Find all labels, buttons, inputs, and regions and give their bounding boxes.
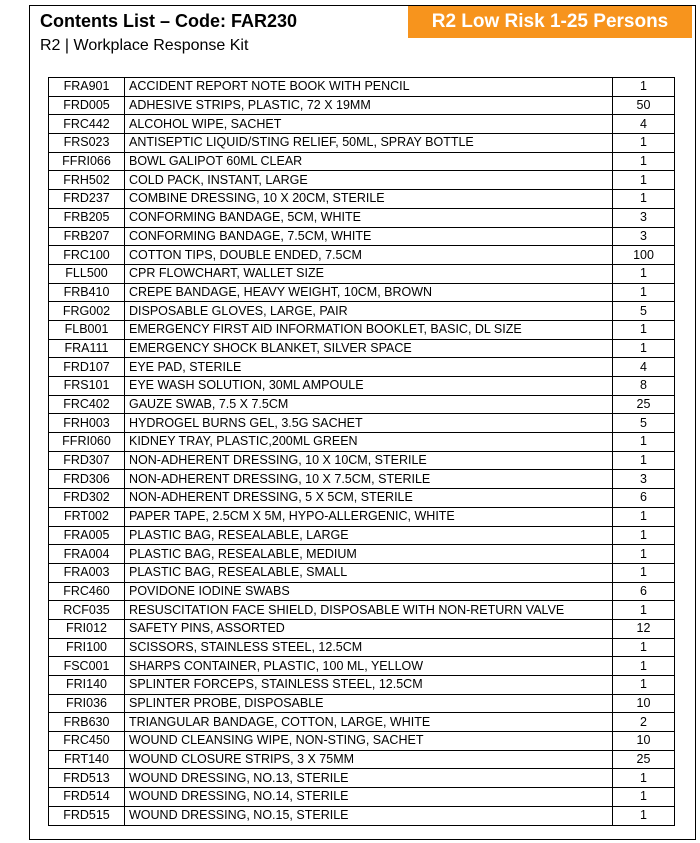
table-row bbox=[49, 152, 675, 171]
item-quantity-cell: 25 bbox=[613, 395, 675, 414]
table-row bbox=[49, 526, 675, 545]
item-description-cell: CPR FLOWCHART, WALLET SIZE bbox=[125, 264, 613, 283]
item-code-cell: FRC450 bbox=[49, 732, 125, 751]
table-row bbox=[49, 190, 675, 209]
item-code-cell: FRD237 bbox=[49, 190, 125, 209]
item-code-cell: FRI100 bbox=[49, 638, 125, 657]
item-code-cell: FRB207 bbox=[49, 227, 125, 246]
item-description-cell: SPLINTER FORCEPS, STAINLESS STEEL, 12.5CM bbox=[125, 676, 613, 695]
item-quantity-cell: 1 bbox=[613, 264, 675, 283]
item-code-cell: FSC001 bbox=[49, 657, 125, 676]
item-description-cell: WOUND DRESSING, NO.13, STERILE bbox=[125, 769, 613, 788]
item-quantity-cell: 1 bbox=[613, 78, 675, 97]
item-description-cell: COTTON TIPS, DOUBLE ENDED, 7.5CM bbox=[125, 246, 613, 265]
item-code-cell: FRC460 bbox=[49, 582, 125, 601]
item-code-cell: FRC402 bbox=[49, 395, 125, 414]
item-code-cell: FRT002 bbox=[49, 507, 125, 526]
item-description-cell: EMERGENCY SHOCK BLANKET, SILVER SPACE bbox=[125, 339, 613, 358]
table-row bbox=[49, 433, 675, 452]
item-quantity-cell: 4 bbox=[613, 358, 675, 377]
item-description-cell: EYE PAD, STERILE bbox=[125, 358, 613, 377]
table-row bbox=[49, 283, 675, 302]
item-code-cell: FRI036 bbox=[49, 694, 125, 713]
item-quantity-cell: 100 bbox=[613, 246, 675, 265]
item-quantity-cell: 1 bbox=[613, 507, 675, 526]
item-quantity-cell: 1 bbox=[613, 433, 675, 452]
item-code-cell: FRA111 bbox=[49, 339, 125, 358]
table-row bbox=[49, 619, 675, 638]
item-quantity-cell: 6 bbox=[613, 489, 675, 508]
item-code-cell: FRA004 bbox=[49, 545, 125, 564]
item-description-cell: COMBINE DRESSING, 10 X 20CM, STERILE bbox=[125, 190, 613, 209]
table-row bbox=[49, 657, 675, 676]
item-quantity-cell: 1 bbox=[613, 134, 675, 153]
item-description-cell: WOUND DRESSING, NO.14, STERILE bbox=[125, 788, 613, 807]
item-quantity-cell: 50 bbox=[613, 96, 675, 115]
risk-badge: R2 Low Risk 1-25 Persons bbox=[408, 6, 692, 38]
table-row bbox=[49, 96, 675, 115]
item-code-cell: FFRI060 bbox=[49, 433, 125, 452]
table-row bbox=[49, 769, 675, 788]
item-description-cell: CREPE BANDAGE, HEAVY WEIGHT, 10CM, BROWN bbox=[125, 283, 613, 302]
item-description-cell: WOUND CLEANSING WIPE, NON-STING, SACHET bbox=[125, 732, 613, 751]
item-code-cell: FFRI066 bbox=[49, 152, 125, 171]
table-row bbox=[49, 78, 675, 97]
contents-table-body bbox=[49, 78, 675, 826]
item-code-cell: FRC100 bbox=[49, 246, 125, 265]
table-row bbox=[49, 208, 675, 227]
item-description-cell: ANTISEPTIC LIQUID/STING RELIEF, 50ML, SPRAY BOTTLE bbox=[125, 134, 613, 153]
item-description-cell: DISPOSABLE GLOVES, LARGE, PAIR bbox=[125, 302, 613, 321]
item-quantity-cell: 2 bbox=[613, 713, 675, 732]
item-description-cell: WOUND CLOSURE STRIPS, 3 X 75MM bbox=[125, 750, 613, 769]
item-code-cell: FRB630 bbox=[49, 713, 125, 732]
table-row bbox=[49, 171, 675, 190]
item-code-cell: FRA003 bbox=[49, 563, 125, 582]
item-code-cell: FRS101 bbox=[49, 377, 125, 396]
item-description-cell: SCISSORS, STAINLESS STEEL, 12.5CM bbox=[125, 638, 613, 657]
item-quantity-cell: 6 bbox=[613, 582, 675, 601]
item-description-cell: GAUZE SWAB, 7.5 X 7.5CM bbox=[125, 395, 613, 414]
item-quantity-cell: 3 bbox=[613, 227, 675, 246]
item-description-cell: HYDROGEL BURNS GEL, 3.5G SACHET bbox=[125, 414, 613, 433]
item-quantity-cell: 25 bbox=[613, 750, 675, 769]
item-description-cell: POVIDONE IODINE SWABS bbox=[125, 582, 613, 601]
item-quantity-cell: 1 bbox=[613, 152, 675, 171]
item-description-cell: NON-ADHERENT DRESSING, 5 X 5CM, STERILE bbox=[125, 489, 613, 508]
item-description-cell: RESUSCITATION FACE SHIELD, DISPOSABLE WITH NON-RETURN VALVE bbox=[125, 601, 613, 620]
table-row bbox=[49, 227, 675, 246]
item-description-cell: BOWL GALIPOT 60ML CLEAR bbox=[125, 152, 613, 171]
table-row bbox=[49, 115, 675, 134]
item-quantity-cell: 12 bbox=[613, 619, 675, 638]
table-row bbox=[49, 395, 675, 414]
item-code-cell: FRD307 bbox=[49, 451, 125, 470]
item-description-cell: CONFORMING BANDAGE, 5CM, WHITE bbox=[125, 208, 613, 227]
table-row bbox=[49, 694, 675, 713]
item-code-cell: FRT140 bbox=[49, 750, 125, 769]
table-row bbox=[49, 638, 675, 657]
table-row bbox=[49, 750, 675, 769]
item-quantity-cell: 1 bbox=[613, 806, 675, 825]
item-description-cell: COLD PACK, INSTANT, LARGE bbox=[125, 171, 613, 190]
item-quantity-cell: 3 bbox=[613, 470, 675, 489]
table-row bbox=[49, 246, 675, 265]
item-quantity-cell: 1 bbox=[613, 545, 675, 564]
item-quantity-cell: 1 bbox=[613, 676, 675, 695]
table-row bbox=[49, 732, 675, 751]
table-row bbox=[49, 545, 675, 564]
table-row bbox=[49, 320, 675, 339]
contents-table bbox=[48, 77, 675, 826]
table-row bbox=[49, 414, 675, 433]
table-row bbox=[49, 582, 675, 601]
item-quantity-cell: 5 bbox=[613, 302, 675, 321]
item-quantity-cell: 10 bbox=[613, 732, 675, 751]
item-code-cell: FRD005 bbox=[49, 96, 125, 115]
table-row bbox=[49, 339, 675, 358]
item-code-cell: FRB410 bbox=[49, 283, 125, 302]
item-description-cell: PAPER TAPE, 2.5CM X 5M, HYPO-ALLERGENIC, WHITE bbox=[125, 507, 613, 526]
item-quantity-cell: 1 bbox=[613, 451, 675, 470]
item-quantity-cell: 10 bbox=[613, 694, 675, 713]
table-row bbox=[49, 563, 675, 582]
table-row bbox=[49, 358, 675, 377]
item-code-cell: FRD306 bbox=[49, 470, 125, 489]
item-quantity-cell: 1 bbox=[613, 190, 675, 209]
item-quantity-cell: 1 bbox=[613, 563, 675, 582]
item-code-cell: FRC442 bbox=[49, 115, 125, 134]
item-code-cell: FRS023 bbox=[49, 134, 125, 153]
item-quantity-cell: 4 bbox=[613, 115, 675, 134]
table-row bbox=[49, 601, 675, 620]
table-row bbox=[49, 788, 675, 807]
item-quantity-cell: 1 bbox=[613, 171, 675, 190]
table-row bbox=[49, 806, 675, 825]
item-quantity-cell: 1 bbox=[613, 320, 675, 339]
table-row bbox=[49, 470, 675, 489]
table-row bbox=[49, 713, 675, 732]
item-quantity-cell: 3 bbox=[613, 208, 675, 227]
table-row bbox=[49, 302, 675, 321]
item-description-cell: WOUND DRESSING, NO.15, STERILE bbox=[125, 806, 613, 825]
item-quantity-cell: 1 bbox=[613, 283, 675, 302]
item-description-cell: EYE WASH SOLUTION, 30ML AMPOULE bbox=[125, 377, 613, 396]
item-code-cell: FRD514 bbox=[49, 788, 125, 807]
item-description-cell: TRIANGULAR BANDAGE, COTTON, LARGE, WHITE bbox=[125, 713, 613, 732]
item-code-cell: FRH502 bbox=[49, 171, 125, 190]
item-quantity-cell: 1 bbox=[613, 601, 675, 620]
item-quantity-cell: 1 bbox=[613, 657, 675, 676]
item-code-cell: FRD107 bbox=[49, 358, 125, 377]
item-code-cell: FLL500 bbox=[49, 264, 125, 283]
item-quantity-cell: 5 bbox=[613, 414, 675, 433]
item-code-cell: FRI140 bbox=[49, 676, 125, 695]
item-quantity-cell: 1 bbox=[613, 638, 675, 657]
item-code-cell: FRD302 bbox=[49, 489, 125, 508]
table-row bbox=[49, 264, 675, 283]
item-description-cell: PLASTIC BAG, RESEALABLE, SMALL bbox=[125, 563, 613, 582]
item-description-cell: PLASTIC BAG, RESEALABLE, LARGE bbox=[125, 526, 613, 545]
item-code-cell: FRD513 bbox=[49, 769, 125, 788]
item-description-cell: EMERGENCY FIRST AID INFORMATION BOOKLET, BASIC, DL SIZE bbox=[125, 320, 613, 339]
item-code-cell: RCF035 bbox=[49, 601, 125, 620]
table-row bbox=[49, 377, 675, 396]
item-description-cell: NON-ADHERENT DRESSING, 10 X 7.5CM, STERILE bbox=[125, 470, 613, 489]
table-row bbox=[49, 451, 675, 470]
item-code-cell: FRH003 bbox=[49, 414, 125, 433]
page-title: Contents List – Code: FAR230 bbox=[40, 11, 298, 31]
item-quantity-cell: 1 bbox=[613, 526, 675, 545]
item-code-cell: FRA901 bbox=[49, 78, 125, 97]
table-row bbox=[49, 489, 675, 508]
item-description-cell: SPLINTER PROBE, DISPOSABLE bbox=[125, 694, 613, 713]
item-code-cell: FLB001 bbox=[49, 320, 125, 339]
item-description-cell: ACCIDENT REPORT NOTE BOOK WITH PENCIL bbox=[125, 78, 613, 97]
item-code-cell: FRI012 bbox=[49, 619, 125, 638]
item-description-cell: ALCOHOL WIPE, SACHET bbox=[125, 115, 613, 134]
item-description-cell: SHARPS CONTAINER, PLASTIC, 100 ML, YELLOW bbox=[125, 657, 613, 676]
item-code-cell: FRG002 bbox=[49, 302, 125, 321]
item-description-cell: NON-ADHERENT DRESSING, 10 X 10CM, STERILE bbox=[125, 451, 613, 470]
table-row bbox=[49, 676, 675, 695]
item-quantity-cell: 1 bbox=[613, 788, 675, 807]
item-quantity-cell: 1 bbox=[613, 339, 675, 358]
item-quantity-cell: 1 bbox=[613, 769, 675, 788]
item-description-cell: CONFORMING BANDAGE, 7.5CM, WHITE bbox=[125, 227, 613, 246]
item-quantity-cell: 8 bbox=[613, 377, 675, 396]
item-code-cell: FRD515 bbox=[49, 806, 125, 825]
table-row bbox=[49, 134, 675, 153]
item-description-cell: SAFETY PINS, ASSORTED bbox=[125, 619, 613, 638]
table-row bbox=[49, 507, 675, 526]
item-code-cell: FRB205 bbox=[49, 208, 125, 227]
item-description-cell: ADHESIVE STRIPS, PLASTIC, 72 X 19MM bbox=[125, 96, 613, 115]
item-description-cell: PLASTIC BAG, RESEALABLE, MEDIUM bbox=[125, 545, 613, 564]
item-code-cell: FRA005 bbox=[49, 526, 125, 545]
item-description-cell: KIDNEY TRAY, PLASTIC,200ML GREEN bbox=[125, 433, 613, 452]
page-subtitle: R2 | Workplace Response Kit bbox=[40, 37, 249, 54]
